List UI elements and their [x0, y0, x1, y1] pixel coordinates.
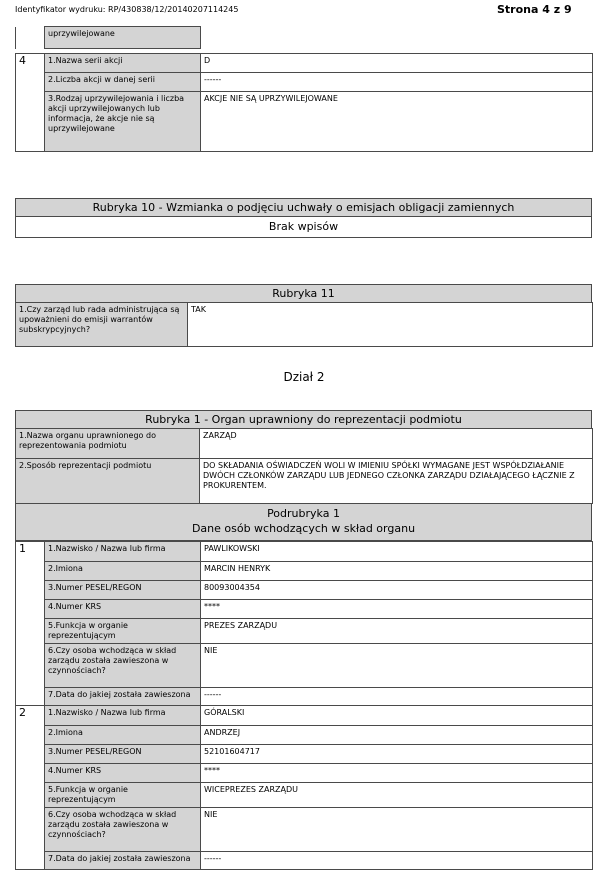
row-value: AKCJE NIE SĄ UPRZYWILEJOWANE — [201, 92, 593, 152]
row-label: 1.Nazwisko / Nazwa lub firma — [45, 542, 201, 562]
rubryka10-title: Rubryka 10 - Wzmianka o podjęciu uchwały o emisjach obligacji zamiennych — [15, 198, 592, 217]
row-value: TAK — [188, 303, 593, 347]
shares-series-table — [15, 26, 593, 152]
number-cell-empty — [16, 27, 45, 49]
row-label: 5.Funkcja w organie reprezentującym — [45, 783, 201, 808]
row-value: NIE — [201, 808, 593, 852]
row-label: 3.Numer PESEL/REGON — [45, 745, 201, 764]
person-number: 2 — [16, 706, 45, 870]
row-label: 1.Nazwa organu uprawnionego do reprezentowania podmiotu — [16, 429, 200, 459]
row-label: uprzywilejowane — [45, 27, 201, 49]
podrubryka-heading: Podrubryka 1 — [267, 507, 340, 520]
row-label: 7.Data do jakiej została zawieszona — [45, 688, 201, 706]
row-label: 5.Funkcja w organie reprezentującym — [45, 619, 201, 644]
rubryka1-title: Rubryka 1 - Organ uprawniony do reprezentacji podmiotu — [15, 410, 592, 429]
row-label: 4.Numer KRS — [45, 764, 201, 783]
row-value: D — [201, 54, 593, 73]
row-value: **** — [201, 600, 593, 619]
page-number: Strona 4 z 9 — [497, 3, 572, 16]
row-label: 6.Czy osoba wchodząca w skład zarządu została zawieszona w czynnościach? — [45, 644, 201, 688]
row-value: ------ — [201, 852, 593, 870]
row-label: 3.Numer PESEL/REGON — [45, 581, 201, 600]
row-value: 52101604717 — [201, 745, 593, 764]
row-value: ------ — [201, 73, 593, 92]
row-value: WICEPREZES ZARZĄDU — [201, 783, 593, 808]
row-label: 2.Sposób reprezentacji podmiotu — [16, 459, 200, 504]
row-label: 7.Data do jakiej została zawieszona — [45, 852, 201, 870]
row-label: 2.Imiona — [45, 726, 201, 745]
podrubryka-subheading: Dane osób wchodzących w skład organu — [191, 522, 416, 535]
row-label: 2.Liczba akcji w danej serii — [45, 73, 201, 92]
item-number: 4 — [16, 54, 45, 152]
person-number: 1 — [16, 542, 45, 706]
row-label: 6.Czy osoba wchodząca w skład zarządu została zawieszona w czynnościach? — [45, 808, 201, 852]
row-label: 1.Nazwa serii akcji — [45, 54, 201, 73]
rubryka11-table — [15, 302, 593, 347]
row-value: ANDRZEJ — [201, 726, 593, 745]
persons-table — [15, 541, 593, 870]
row-value: PREZES ZARZĄDU — [201, 619, 593, 644]
row-value: NIE — [201, 644, 593, 688]
row-label: 1.Nazwisko / Nazwa lub firma — [45, 706, 201, 726]
row-value: MARCIN HENRYK — [201, 562, 593, 581]
row-value: ZARZĄD — [200, 429, 593, 459]
podrubryka-title — [15, 503, 592, 541]
section-heading: Dział 2 — [283, 370, 325, 384]
rubryka10-body: Brak wpisów — [15, 217, 592, 238]
rubryka11-title: Rubryka 11 — [15, 284, 592, 303]
row-label: 2.Imiona — [45, 562, 201, 581]
row-value: ------ — [201, 688, 593, 706]
row-label: 4.Numer KRS — [45, 600, 201, 619]
row-value: PAWLIKOWSKI — [201, 542, 593, 562]
row-value: GÓRALSKI — [201, 706, 593, 726]
row-value: 80093004354 — [201, 581, 593, 600]
row-value: DO SKŁADANIA OŚWIADCZEŃ WOLI W IMIENIU SPÓŁKI WYMAGANE JEST WSPÓŁDZIAŁANIE DWÓCH CZŁONKÓW ZARZĄDU LUB JEDNEGO CZŁONKA ZARZĄDU DZIAŁAJĄCEGO ŁĄCZNIE Z PROKURENTEM. — [200, 459, 593, 504]
row-label: 3.Rodzaj uprzywilejowania i liczba akcji uprzywilejowanych lub informacja, że akcje nie są uprzywilejowane — [45, 92, 201, 152]
row-label: 1.Czy zarząd lub rada administrująca są upoważnieni do emisji warrantów subskrypcyjnych? — [16, 303, 188, 347]
row-value: **** — [201, 764, 593, 783]
print-identifier: Identyfikator wydruku: RP/430838/12/20140207114245 — [15, 5, 239, 14]
rubryka1-table — [15, 428, 593, 504]
